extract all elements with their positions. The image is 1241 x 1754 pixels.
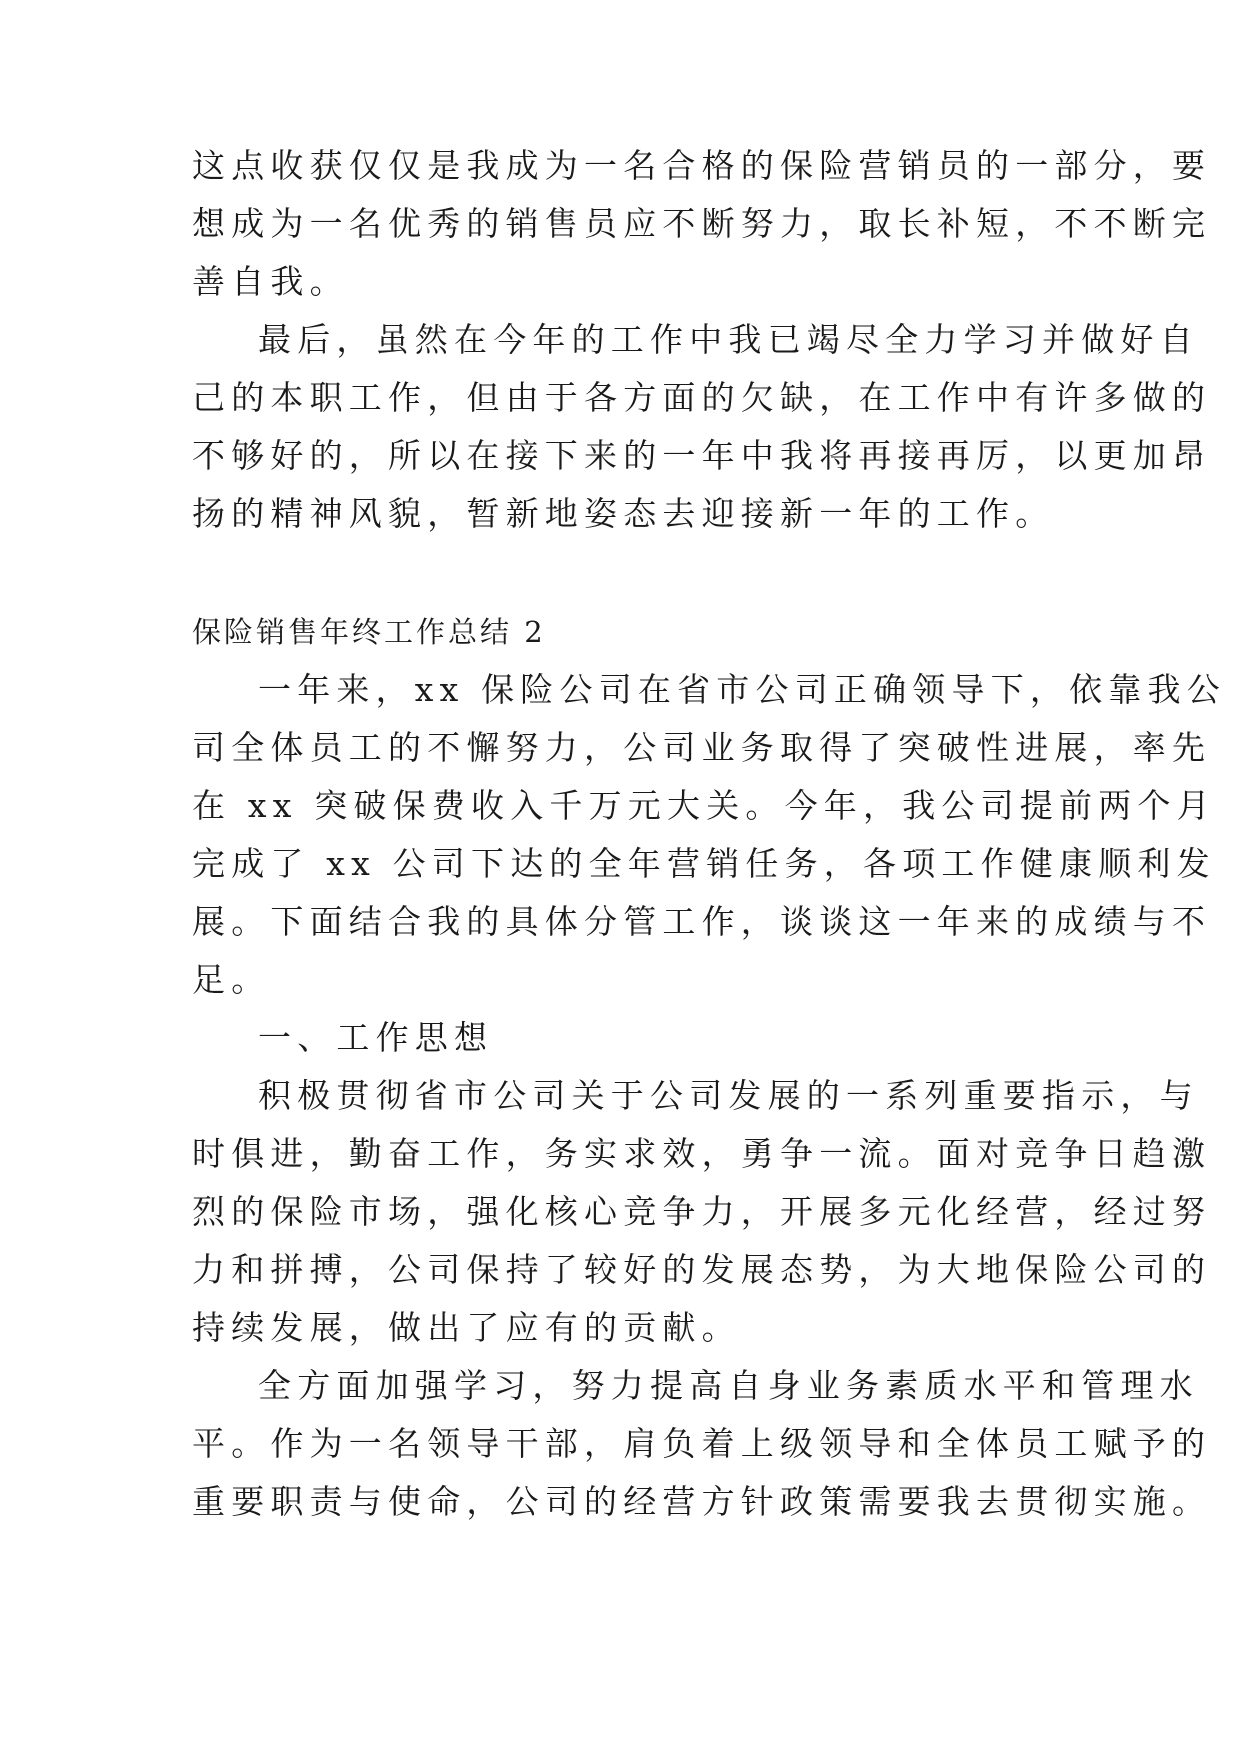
paragraph-line: 重要职责与使命，公司的经营方针政策需要我去贯彻实施。 bbox=[192, 1482, 1212, 1521]
paragraph-line: 善自我。 bbox=[192, 262, 349, 301]
paragraph-line: 展。下面结合我的具体分管工作，谈谈这一年来的成绩与不 bbox=[192, 902, 1212, 941]
paragraph-line: 全方面加强学习，努力提高自身业务素质水平和管理水 bbox=[258, 1366, 1199, 1405]
paragraph-line: 司全体员工的不懈努力，公司业务取得了突破性进展，率先 bbox=[192, 728, 1212, 767]
paragraph-line: 烈的保险市场，强化核心竞争力，开展多元化经营，经过努 bbox=[192, 1192, 1212, 1231]
paragraph-line: 积极贯彻省市公司关于公司发展的一系列重要指示，与 bbox=[258, 1076, 1199, 1115]
paragraph-line: 时俱进，勤奋工作，务实求效，勇争一流。面对竞争日趋激 bbox=[192, 1134, 1212, 1173]
paragraph-line: 想成为一名优秀的销售员应不断努力，取长补短，不不断完 bbox=[192, 204, 1212, 243]
paragraph-line: 一年来，xx 保险公司在省市公司正确领导下，依靠我公 bbox=[258, 670, 1226, 709]
paragraph-line: 最后，虽然在今年的工作中我已竭尽全力学习并做好自 bbox=[258, 320, 1199, 359]
paragraph-line: 平。作为一名领导干部，肩负着上级领导和全体员工赋予的 bbox=[192, 1424, 1212, 1463]
paragraph-line: 扬的精神风貌，暂新地姿态去迎接新一年的工作。 bbox=[192, 494, 1055, 533]
paragraph-line: 不够好的，所以在接下来的一年中我将再接再厉，以更加昂 bbox=[192, 436, 1212, 475]
paragraph-line: 力和拼搏，公司保持了较好的发展态势，为大地保险公司的 bbox=[192, 1250, 1212, 1289]
section-title: 保险销售年终工作总结 2 bbox=[192, 615, 546, 649]
paragraph-line: 己的本职工作，但由于各方面的欠缺，在工作中有许多做的 bbox=[192, 378, 1212, 417]
paragraph-line: 足。 bbox=[192, 960, 271, 999]
subheading: 一、工作思想 bbox=[258, 1018, 494, 1057]
paragraph-line: 持续发展，做出了应有的贡献。 bbox=[192, 1308, 741, 1347]
paragraph-line: 完成了 xx 公司下达的全年营销任务，各项工作健康顺利发 bbox=[192, 844, 1216, 883]
paragraph-line: 在 xx 突破保费收入千万元大关。今年，我公司提前两个月 bbox=[192, 786, 1216, 825]
paragraph-line: 这点收获仅仅是我成为一名合格的保险营销员的一部分，要 bbox=[192, 146, 1212, 185]
